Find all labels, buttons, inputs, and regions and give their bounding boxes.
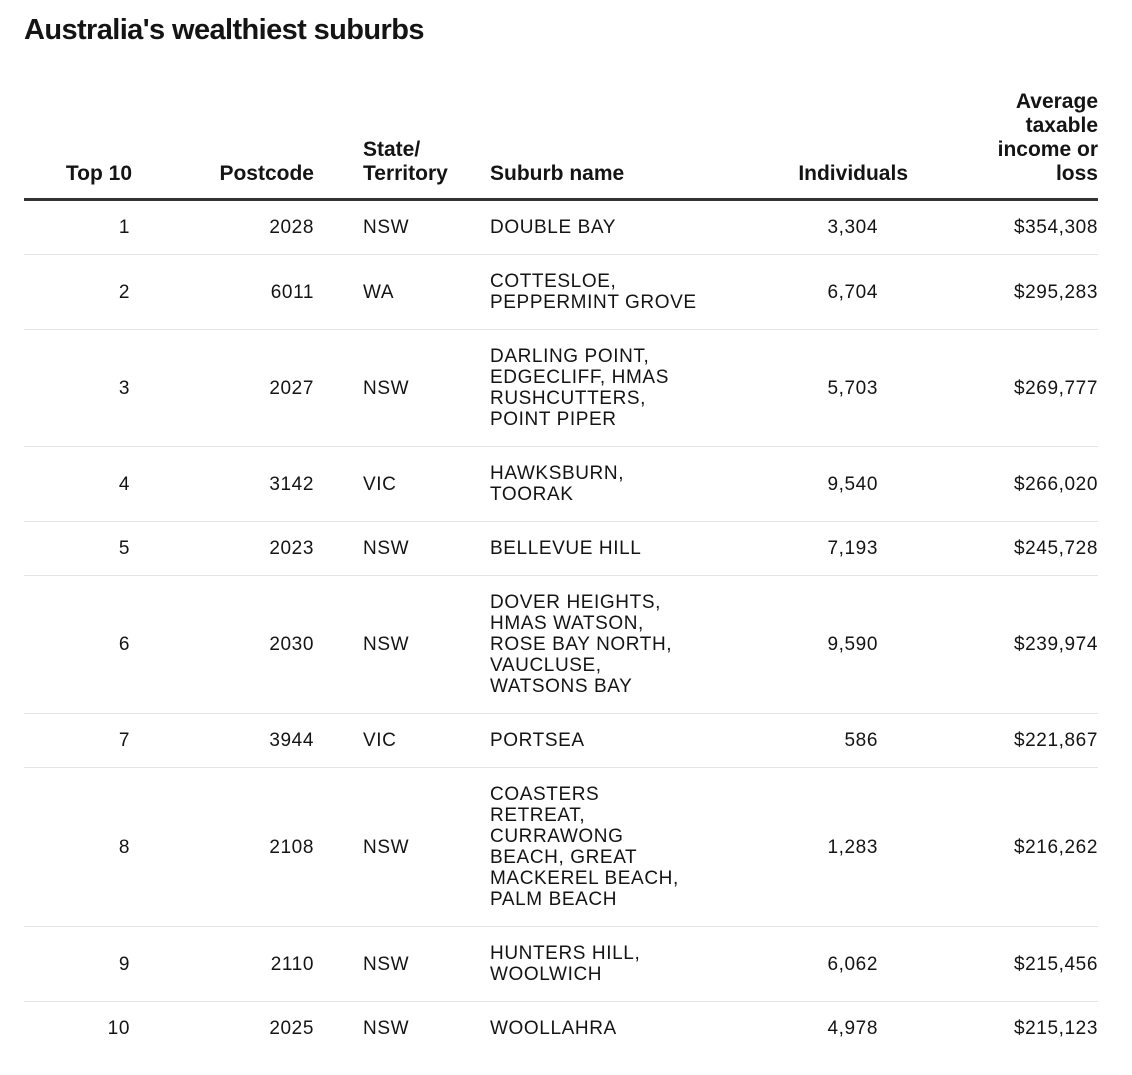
- postcode-cell: 3944: [132, 714, 314, 768]
- state-cell: NSW: [363, 1018, 410, 1039]
- rank-cell: 2: [24, 255, 132, 330]
- suburb-name-cell: COTTESLOE, PEPPERMINT GROVE: [490, 255, 710, 330]
- postcode-cell: 2025: [269, 1018, 314, 1039]
- suburb-name-cell: DOUBLE BAY: [490, 200, 710, 255]
- suburb-name-cell: COASTERS RETREAT, CURRAWONG BEACH, GREAT MACKEREL BEACH, PALM BEACH: [490, 768, 710, 927]
- table-row: [24, 200, 1098, 255]
- page-title: Australia's wealthiest suburbs: [24, 14, 424, 46]
- rank-cell: 1: [24, 200, 132, 255]
- state-cell: NSW: [314, 576, 490, 714]
- suburb-name-cell: HAWKSBURN, TOORAK: [490, 447, 710, 522]
- table-row: [24, 768, 1098, 927]
- average-income-cell: $215,123: [1013, 1018, 1098, 1039]
- rank-cell: 3: [24, 330, 132, 447]
- average-income-cell: $266,020: [908, 447, 1098, 522]
- state-cell: WA: [314, 255, 490, 330]
- table-row: [24, 1002, 1098, 1056]
- column-header-state: State/ Territory: [314, 90, 490, 200]
- rank-cell: 4: [24, 447, 132, 522]
- wealthiest-suburbs-table: [24, 90, 1098, 1055]
- postcode-cell: 2023: [132, 522, 314, 576]
- table-row: [24, 330, 1098, 447]
- state-cell: VIC: [314, 714, 490, 768]
- average-income-cell: $245,728: [908, 522, 1098, 576]
- table-row: [24, 447, 1098, 522]
- postcode-cell: 2027: [132, 330, 314, 447]
- individuals-cell: 586: [710, 714, 908, 768]
- individuals-cell: 9,540: [710, 447, 908, 522]
- individuals-cell: 4,978: [827, 1018, 878, 1039]
- average-income-cell: $269,777: [908, 330, 1098, 447]
- postcode-cell: 6011: [132, 255, 314, 330]
- rank-cell: 5: [24, 522, 132, 576]
- table-row: [24, 714, 1098, 768]
- postcode-cell: 2108: [132, 768, 314, 927]
- average-income-cell: $295,283: [908, 255, 1098, 330]
- average-income-cell: $221,867: [908, 714, 1098, 768]
- postcode-cell: 2110: [132, 927, 314, 1002]
- individuals-cell: 1,283: [710, 768, 908, 927]
- suburb-name-cell: PORTSEA: [490, 714, 710, 768]
- postcode-cell: 2028: [132, 200, 314, 255]
- table-header: [24, 90, 1098, 200]
- state-cell: NSW: [314, 330, 490, 447]
- column-header-suburb: Suburb name: [490, 90, 710, 200]
- table-row: [24, 927, 1098, 1002]
- rank-cell: 6: [24, 576, 132, 714]
- column-header-postcode: Postcode: [132, 90, 314, 200]
- rank-cell: 8: [24, 768, 132, 927]
- suburb-name-cell: BELLEVUE HILL: [490, 522, 710, 576]
- state-cell: NSW: [314, 200, 490, 255]
- average-income-cell: $215,456: [908, 927, 1098, 1002]
- suburb-name-cell: DARLING POINT, EDGECLIFF, HMAS RUSHCUTTERS, POINT PIPER: [490, 330, 710, 447]
- individuals-cell: 6,704: [710, 255, 908, 330]
- column-header-individuals: Individuals: [710, 90, 908, 200]
- average-income-cell: $216,262: [908, 768, 1098, 927]
- postcode-cell: 3142: [132, 447, 314, 522]
- individuals-cell: 6,062: [710, 927, 908, 1002]
- individuals-cell: 7,193: [710, 522, 908, 576]
- postcode-cell: 2030: [132, 576, 314, 714]
- header-row: [24, 90, 1098, 200]
- state-cell: NSW: [314, 927, 490, 1002]
- suburb-name-cell: DOVER HEIGHTS, HMAS WATSON, ROSE BAY NORTH, VAUCLUSE, WATSONS BAY: [490, 576, 710, 714]
- column-header-rank: Top 10: [24, 90, 132, 200]
- rank-cell: 10: [107, 1018, 130, 1039]
- table-body: [24, 200, 1098, 1056]
- table-row: [24, 255, 1098, 330]
- state-cell: VIC: [314, 447, 490, 522]
- rank-cell: 7: [24, 714, 132, 768]
- suburb-name-cell: HUNTERS HILL, WOOLWICH: [490, 927, 710, 1002]
- average-income-cell: $239,974: [908, 576, 1098, 714]
- table-row: [24, 522, 1098, 576]
- state-cell: NSW: [314, 768, 490, 927]
- table-row: [24, 576, 1098, 714]
- average-income-cell: $354,308: [908, 200, 1098, 255]
- column-header-average-income: Average taxable income or loss: [908, 90, 1098, 200]
- state-cell: NSW: [314, 522, 490, 576]
- suburb-name-cell: WOOLLAHRA: [490, 1018, 617, 1039]
- individuals-cell: 3,304: [710, 200, 908, 255]
- individuals-cell: 5,703: [710, 330, 908, 447]
- individuals-cell: 9,590: [710, 576, 908, 714]
- rank-cell: 9: [24, 927, 132, 1002]
